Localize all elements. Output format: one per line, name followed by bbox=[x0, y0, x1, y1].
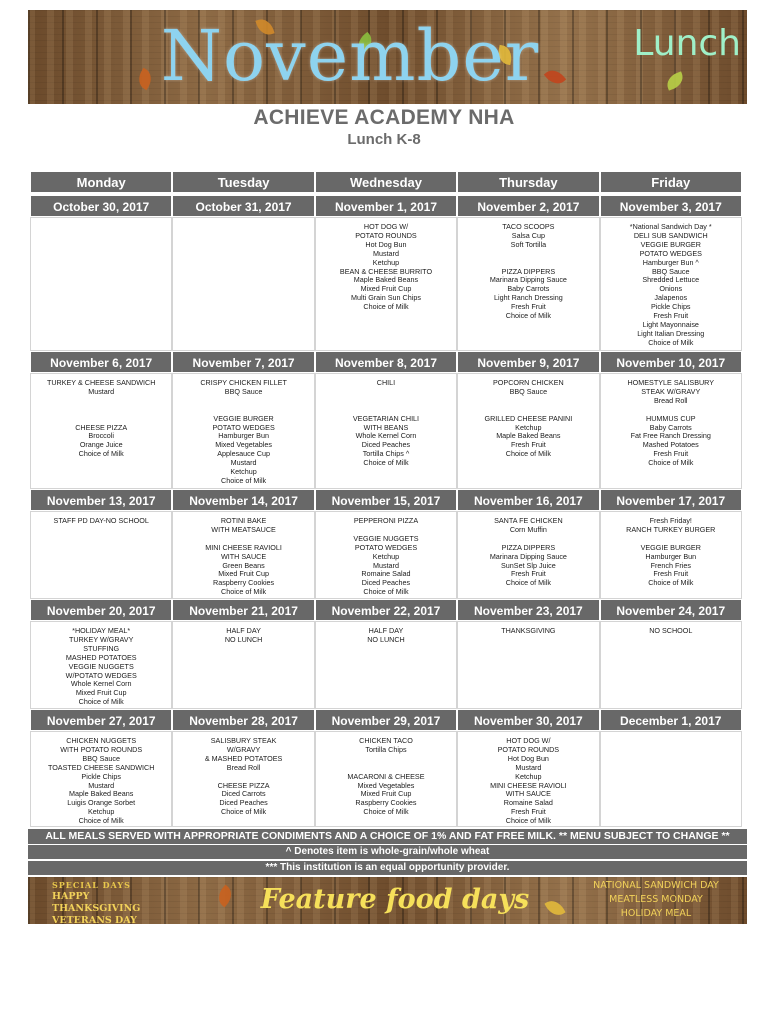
feature-banner bbox=[28, 877, 747, 924]
menu-cell: HOT DOG W/ POTATO ROUNDS Hot Dog Bun Mustard Ketchup MINI CHEESE RAVIOLI WITH SAUCE Romaine Salad Fresh Fruit Choice of Milk bbox=[457, 731, 599, 827]
date-row bbox=[30, 351, 742, 373]
date-header: December 1, 2017 bbox=[600, 709, 742, 731]
month-title: November bbox=[160, 15, 540, 97]
menu-cell: TURKEY & CHEESE SANDWICH Mustard CHEESE PIZZA Broccoli Orange Juice Choice of Milk bbox=[30, 373, 172, 489]
date-header: November 9, 2017 bbox=[457, 351, 599, 373]
menu-cell: Fresh Friday! RANCH TURKEY BURGER VEGGIE BURGER Hamburger Bun French Fries Fresh Fruit Choice of Milk bbox=[600, 511, 742, 599]
whole-grain-note: ^ Denotes item is whole-grain/whole wheat bbox=[28, 845, 747, 859]
menu-cell: NO SCHOOL bbox=[600, 621, 742, 709]
leaf-icon bbox=[544, 897, 565, 920]
feature-title: Feature food days bbox=[260, 884, 530, 915]
menu-row bbox=[30, 731, 742, 827]
date-header: November 30, 2017 bbox=[457, 709, 599, 731]
menu-cell: *National Sandwich Day * DELI SUB SANDWICH VEGGIE BURGER POTATO WEDGES Hamburger Bun ^ BBQ Sauce Shredded Lettuce Onions Jalapenos Pickle Chips Fresh Fruit Light Mayonnaise Light Italian Dressing Choice of Milk bbox=[600, 217, 742, 351]
date-header: November 13, 2017 bbox=[30, 489, 172, 511]
meal-label: Lunch bbox=[633, 23, 741, 64]
menu-cell bbox=[30, 217, 172, 351]
menu-cell: CHILI VEGETARIAN CHILI WITH BEANS Whole Kernel Corn Diced Peaches Tortilla Chips ^ Choice of Milk bbox=[315, 373, 457, 489]
date-row bbox=[30, 599, 742, 621]
date-row bbox=[30, 709, 742, 731]
menu-cell: SALISBURY STEAK W/GRAVY & MASHED POTATOES Bread Roll CHEESE PIZZA Diced Carrots Diced Peaches Choice of Milk bbox=[172, 731, 314, 827]
date-header: October 31, 2017 bbox=[172, 195, 314, 217]
special-days-heading: SPECIAL DAYS bbox=[52, 880, 131, 890]
school-name: ACHIEVE ACADEMY NHA bbox=[253, 106, 515, 129]
menu-cell: CHICKEN TACO Tortilla Chips MACARONI & CHEESE Mixed Vegetables Mixed Fruit Cup Raspberry Cookies Choice of Milk bbox=[315, 731, 457, 827]
date-header: November 15, 2017 bbox=[315, 489, 457, 511]
feature-day-item: HOLIDAY MEAL bbox=[620, 908, 692, 919]
condiments-note: ALL MEALS SERVED WITH APPROPRIATE CONDIMENTS AND A CHOICE OF 1% AND FAT FREE MILK. ** MENU SUBJECT TO CHANGE ** bbox=[28, 829, 747, 844]
menu-subtitle: Lunch K-8 bbox=[347, 131, 421, 148]
date-header: November 24, 2017 bbox=[600, 599, 742, 621]
date-header: November 23, 2017 bbox=[457, 599, 599, 621]
weekday-header-row bbox=[30, 171, 742, 193]
feature-days-list bbox=[576, 879, 736, 921]
date-header: November 1, 2017 bbox=[315, 195, 457, 217]
menu-cell bbox=[172, 217, 314, 351]
weekday-header: Wednesday bbox=[315, 171, 457, 193]
leaf-icon bbox=[214, 885, 236, 908]
special-days bbox=[52, 879, 172, 924]
menu-row bbox=[30, 217, 742, 351]
date-header: November 6, 2017 bbox=[30, 351, 172, 373]
menu-cell: HALF DAY NO LUNCH bbox=[315, 621, 457, 709]
date-header: November 7, 2017 bbox=[172, 351, 314, 373]
menu-cell: HOT DOG W/ POTATO ROUNDS Hot Dog Bun Mustard Ketchup BEAN & CHEESE BURRITO Maple Baked Beans Mixed Fruit Cup Multi Grain Sun Chips Choice of Milk bbox=[315, 217, 457, 351]
date-header: November 22, 2017 bbox=[315, 599, 457, 621]
date-header: November 10, 2017 bbox=[600, 351, 742, 373]
date-row bbox=[30, 195, 742, 217]
date-header: November 27, 2017 bbox=[30, 709, 172, 731]
menu-row bbox=[30, 511, 742, 599]
menu-calendar bbox=[30, 171, 742, 827]
menu-cell: SANTA FE CHICKEN Corn Muffin PIZZA DIPPERS Marinara Dipping Sauce SunSet Slp Juice Fresh Fruit Choice of Milk bbox=[457, 511, 599, 599]
date-header: November 2, 2017 bbox=[457, 195, 599, 217]
weekday-header: Thursday bbox=[457, 171, 599, 193]
menu-cell bbox=[600, 731, 742, 827]
date-header: November 21, 2017 bbox=[172, 599, 314, 621]
menu-cell: HALF DAY NO LUNCH bbox=[172, 621, 314, 709]
leaf-icon bbox=[134, 68, 155, 91]
leaf-icon bbox=[544, 66, 566, 89]
date-header: November 17, 2017 bbox=[600, 489, 742, 511]
menu-cell: CRISPY CHICKEN FILLET BBQ Sauce VEGGIE BURGER POTATO WEDGES Hamburger Bun Mixed Vegetables Applesauce Cup Mustard Ketchup Choice of Milk bbox=[172, 373, 314, 489]
menu-cell: HOMESTYLE SALISBURY STEAK W/GRAVY Bread Roll HUMMUS CUP Baby Carrots Fat Free Ranch Dressing Mashed Potatoes Fresh Fruit Choice of Milk bbox=[600, 373, 742, 489]
date-header: November 8, 2017 bbox=[315, 351, 457, 373]
weekday-header: Friday bbox=[600, 171, 742, 193]
menu-cell: CHICKEN NUGGETS WITH POTATO ROUNDS BBQ Sauce TOASTED CHEESE SANDWICH Pickle Chips Mustard Maple Baked Beans Luigis Orange Sorbet Ketchup Choice of Milk bbox=[30, 731, 172, 827]
date-header: November 29, 2017 bbox=[315, 709, 457, 731]
month-banner bbox=[28, 10, 747, 104]
leaf-icon bbox=[664, 71, 686, 90]
date-header: October 30, 2017 bbox=[30, 195, 172, 217]
equal-opportunity-note: *** This institution is an equal opportunity provider. bbox=[28, 861, 747, 875]
menu-cell: STAFF PD DAY-NO SCHOOL bbox=[30, 511, 172, 599]
menu-cell: THANKSGIVING bbox=[457, 621, 599, 709]
date-header: November 20, 2017 bbox=[30, 599, 172, 621]
menu-cell: PEPPERONI PIZZA VEGGIE NUGGETS POTATO WEDGES Ketchup Mustard Romaine Salad Diced Peaches Choice of Milk bbox=[315, 511, 457, 599]
weekday-header: Tuesday bbox=[172, 171, 314, 193]
date-row bbox=[30, 489, 742, 511]
feature-day-item: NATIONAL SANDWICH DAY bbox=[593, 880, 719, 891]
menu-cell: POPCORN CHICKEN BBQ Sauce GRILLED CHEESE PANINI Ketchup Maple Baked Beans Fresh Fruit Choice of Milk bbox=[457, 373, 599, 489]
special-day-item: VETERANS DAY bbox=[52, 915, 137, 924]
date-header: November 28, 2017 bbox=[172, 709, 314, 731]
feature-day-item: MEATLESS MONDAY bbox=[609, 894, 703, 905]
special-day-item: HAPPY THANKSGIVING bbox=[52, 891, 141, 914]
menu-cell: ROTINI BAKE WITH MEATSAUCE MINI CHEESE RAVIOLI WITH SAUCE Green Beans Mixed Fruit Cup Raspberry Cookies Choice of Milk bbox=[172, 511, 314, 599]
menu-row bbox=[30, 621, 742, 709]
menu-cell: TACO SCOOPS Salsa Cup Soft Tortilla PIZZA DIPPERS Marinara Dipping Sauce Baby Carrots Light Ranch Dressing Fresh Fruit Choice of Milk bbox=[457, 217, 599, 351]
date-header: November 3, 2017 bbox=[600, 195, 742, 217]
date-header: November 16, 2017 bbox=[457, 489, 599, 511]
menu-row bbox=[30, 373, 742, 489]
date-header: November 14, 2017 bbox=[172, 489, 314, 511]
weekday-header: Monday bbox=[30, 171, 172, 193]
menu-cell: *HOLIDAY MEAL* TURKEY W/GRAVY STUFFING MASHED POTATOES VEGGIE NUGGETS W/POTATO WEDGES Whole Kernel Corn Mixed Fruit Cup Choice of Milk bbox=[30, 621, 172, 709]
